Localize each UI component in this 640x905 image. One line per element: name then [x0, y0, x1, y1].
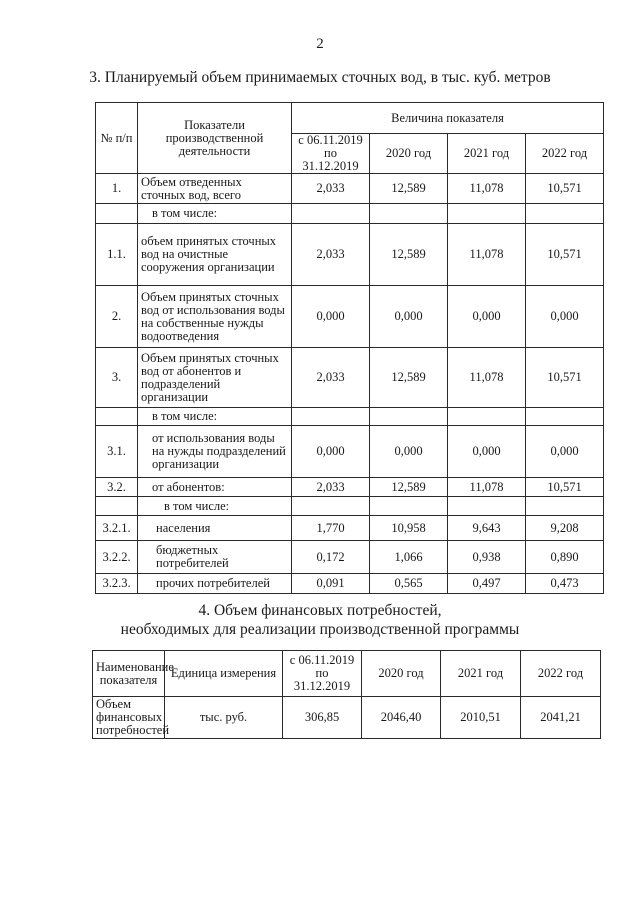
row-value: 0,000	[448, 426, 526, 478]
financial-needs-table	[92, 650, 601, 739]
row-label: Объем принятых сточных вод от абонентов и подразделений организации	[138, 348, 292, 408]
table-row	[93, 697, 601, 739]
row-value: 0,000	[370, 426, 448, 478]
row-value: 12,589	[370, 348, 448, 408]
row-num: 3.2.	[96, 478, 138, 497]
row-value: 9,208	[526, 516, 604, 541]
row-value: 10,571	[526, 348, 604, 408]
row-unit: тыс. руб.	[165, 697, 283, 739]
table-row	[96, 286, 604, 348]
row-value: 9,643	[448, 516, 526, 541]
section-3-title: 3. Планируемый объем принимаемых сточных вод, в тыс. куб. метров	[89, 69, 551, 86]
row-value: 10,571	[526, 174, 604, 204]
row-value: 10,958	[370, 516, 448, 541]
row-label: населения	[138, 516, 292, 541]
table-row	[96, 426, 604, 478]
row-value: 0,473	[526, 574, 604, 594]
row-num: 3.2.2.	[96, 541, 138, 574]
row-value: 0,000	[292, 426, 370, 478]
table-row	[96, 174, 604, 204]
row-label: в том числе:	[138, 408, 292, 426]
row-value	[292, 497, 370, 516]
row-value: 11,078	[448, 224, 526, 286]
row-value: 306,85	[283, 697, 362, 739]
row-value: 0,172	[292, 541, 370, 574]
row-label: в том числе:	[138, 204, 292, 224]
header-period: 2021 год	[441, 651, 521, 697]
row-num	[96, 497, 138, 516]
table-row	[96, 348, 604, 408]
row-num	[96, 204, 138, 224]
row-value	[292, 408, 370, 426]
row-label: бюджетных потребителей	[138, 541, 292, 574]
row-label: от использования воды на нужды подразделений организации	[138, 426, 292, 478]
row-num	[96, 408, 138, 426]
header-value-group: Величина показателя	[292, 103, 604, 134]
row-label: прочих потребителей	[138, 574, 292, 594]
row-value: 11,078	[448, 174, 526, 204]
row-value	[370, 497, 448, 516]
row-value: 2041,21	[521, 697, 601, 739]
row-num: 1.1.	[96, 224, 138, 286]
row-value: 0,000	[526, 426, 604, 478]
row-value	[448, 204, 526, 224]
row-value: 2,033	[292, 348, 370, 408]
row-value: 0,000	[448, 286, 526, 348]
row-num: 3.2.3.	[96, 574, 138, 594]
row-value	[370, 204, 448, 224]
row-value: 0,890	[526, 541, 604, 574]
header-period: с 06.11.2019 по 31.12.2019	[283, 651, 362, 697]
row-name: Объем финансовых потребностей	[93, 697, 165, 739]
row-label: в том числе:	[138, 497, 292, 516]
row-value: 11,078	[448, 478, 526, 497]
row-value: 0,938	[448, 541, 526, 574]
table-row	[96, 408, 604, 426]
header-period: 2020 год	[370, 134, 448, 174]
row-value: 0,000	[370, 286, 448, 348]
row-value: 0,000	[526, 286, 604, 348]
row-value	[292, 204, 370, 224]
row-value: 2,033	[292, 174, 370, 204]
row-value: 0,497	[448, 574, 526, 594]
row-value	[526, 497, 604, 516]
row-value	[526, 204, 604, 224]
row-num: 3.2.1.	[96, 516, 138, 541]
row-value: 0,000	[292, 286, 370, 348]
row-value	[448, 497, 526, 516]
header-num: № п/п	[96, 103, 138, 174]
header-period: 2021 год	[448, 134, 526, 174]
header-indicator: Показатели производственной деятельности	[138, 103, 292, 174]
row-label: Объем принятых сточных вод от использования воды на собственные нужды водоотведения	[138, 286, 292, 348]
row-value	[448, 408, 526, 426]
row-num: 2.	[96, 286, 138, 348]
table-row	[96, 516, 604, 541]
header-period: 2020 год	[362, 651, 441, 697]
row-value	[526, 408, 604, 426]
row-value: 12,589	[370, 478, 448, 497]
header-period: 2022 год	[521, 651, 601, 697]
row-value: 2,033	[292, 224, 370, 286]
row-value: 2,033	[292, 478, 370, 497]
row-value: 1,770	[292, 516, 370, 541]
row-value: 2010,51	[441, 697, 521, 739]
row-value	[370, 408, 448, 426]
row-num: 3.1.	[96, 426, 138, 478]
row-label: от абонентов:	[138, 478, 292, 497]
row-value: 12,589	[370, 224, 448, 286]
row-num: 3.	[96, 348, 138, 408]
row-value: 2046,40	[362, 697, 441, 739]
row-value: 10,571	[526, 478, 604, 497]
row-value: 0,565	[370, 574, 448, 594]
row-label: Объем отведенных сточных вод, всего	[138, 174, 292, 204]
section-4-title-line-2: необходимых для реализации производственной программы	[120, 621, 520, 638]
table-row	[96, 497, 604, 516]
table-row	[96, 478, 604, 497]
row-value: 1,066	[370, 541, 448, 574]
row-value: 12,589	[370, 174, 448, 204]
header-period: 2022 год	[526, 134, 604, 174]
table-row	[96, 574, 604, 594]
header-name: Наименование показателя	[93, 651, 165, 697]
table-row	[96, 204, 604, 224]
row-value: 10,571	[526, 224, 604, 286]
table-row	[96, 541, 604, 574]
row-num: 1.	[96, 174, 138, 204]
page-number: 2	[316, 36, 324, 52]
row-value: 0,091	[292, 574, 370, 594]
row-value: 11,078	[448, 348, 526, 408]
row-label: объем принятых сточных вод на очистные сооружения организации	[138, 224, 292, 286]
wastewater-volume-table	[95, 102, 604, 594]
table-row	[96, 224, 604, 286]
header-period: с 06.11.2019 по 31.12.2019	[292, 134, 370, 174]
section-4-title-line-1: 4. Объем финансовых потребностей,	[198, 602, 442, 619]
header-unit: Единица измерения	[165, 651, 283, 697]
